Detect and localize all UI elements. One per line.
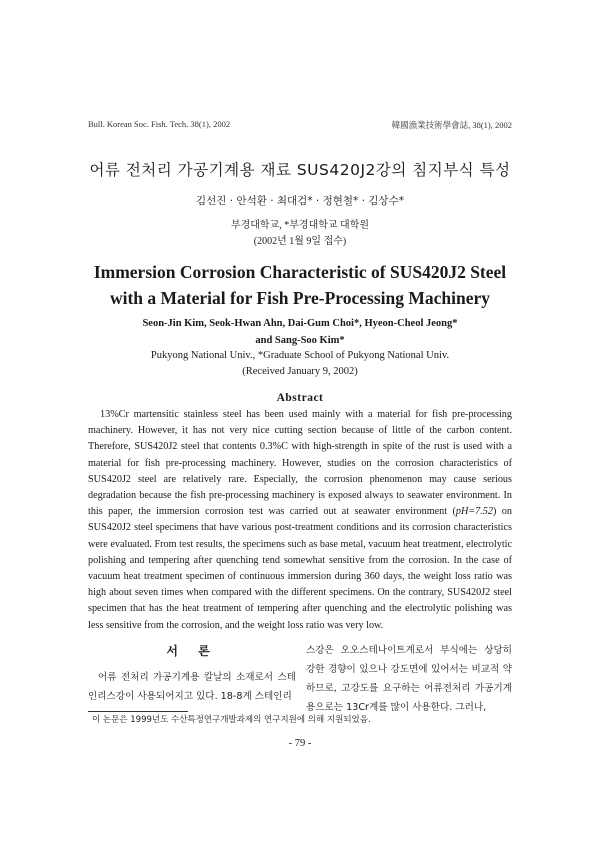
korean-affiliation-block (0, 218, 600, 250)
english-title-line-1: Immersion Corrosion Characteristic of SUS420J2 Steel (93, 262, 507, 282)
korean-received-date: (2002년 1월 9일 접수) (253, 236, 347, 247)
english-affiliation-block (0, 348, 600, 380)
journal-header-right: 韓國漁業技術學會誌, 38(1), 2002 (391, 120, 512, 130)
english-title (0, 259, 600, 311)
introduction-right-column: 스강은 오오스테나이트계로서 부식에는 상당히 강한 경향이 있으나 강도면에 있어서는 비교적 약하므로, 고강도를 요구하는 어류전처리 가공기계용으로는 13Cr계를 많이 사용한다. 그러나, (306, 645, 512, 713)
footnote: 이 논문은 1999년도 수산특정연구개발과제의 연구지원에 의해 지원되었음. (92, 715, 371, 725)
abstract-ph-value: pH=7.52 (455, 506, 493, 518)
english-authors-line-1: Seon-Jin Kim, Seok-Hwan Ahn, Dai-Gum Choi*, Hyeon-Cheol Jeong* (142, 318, 458, 329)
abstract-heading: Abstract (276, 392, 324, 404)
introduction-left-column: 어류 전처리 가공기계용 칼날의 소재로서 스테인리스강이 사용되어지고 있다. 18-8계 스테인리 (88, 672, 296, 702)
english-authors (0, 315, 600, 349)
abstract-paragraph (88, 407, 512, 634)
footnote-rule (88, 711, 188, 712)
page-number: - 79 - (288, 738, 312, 749)
korean-authors: 김선진 · 안석환 · 최대검* · 정현철* · 김상수* (196, 195, 404, 207)
abstract-text-part-1: 13%Cr martensitic stainless steel has been used mainly with a material for fish pre-processing machinery. However, it has not very nice cutting section because of little of the carbon content. Therefore, SUS420J2 steel that contents 0.3%C with high-strength in spite of the rust is used with a material for fish pre-processing machinery. However, studies on the corrosion characteristics of SUS420J2 steel are relatively rare. Especially, the corrosion phenomenon may cause serious degradation because the fish pre-processing machinery is exposed always to seawater environment. In this paper, the immersion corrosion test was carried out at seawater environment ( (88, 409, 512, 518)
english-affiliation: Pukyong National Univ., *Graduate School of Pukyong National Univ. (150, 350, 450, 361)
introduction-heading: 서 론 (166, 644, 218, 658)
english-title-line-2: with a Material for Fish Pre-Processing Machinery (109, 288, 491, 308)
abstract-body (88, 407, 512, 634)
journal-header-left: Bull. Korean Soc. Fish. Tech. 38(1), 2002 (88, 119, 231, 129)
abstract-text-part-2: ) on SUS420J2 steel specimens that have various post-treatment conditions and its corrosion characteristics were evaluated. From test results, the specimens such as base metal, vacuum heat treatment, electrolytic polishing and tempering after quenching tend somewhat sensitive from the corrosion. In the case of vacuum heat treatment specimen of continuous immersion during 360 days, the weight loss ratio was high about seven times when compared with the different specimens. On the contrary, SUS420J2 steel specimen that has the heat treatment of tempering after quenching and the electrolytic polishing was less sensitive from the corrosion, and the weight loss ratio was very low. (88, 506, 512, 631)
korean-affiliation: 부경대학교, *부경대학교 대학원 (230, 220, 370, 231)
english-authors-line-2: and Sang-Soo Kim* (255, 335, 345, 346)
english-received-date: (Received January 9, 2002) (242, 366, 358, 377)
korean-title: 어류 전처리 가공기계용 재료 SUS420J2강의 침지부식 특성 (89, 161, 511, 179)
